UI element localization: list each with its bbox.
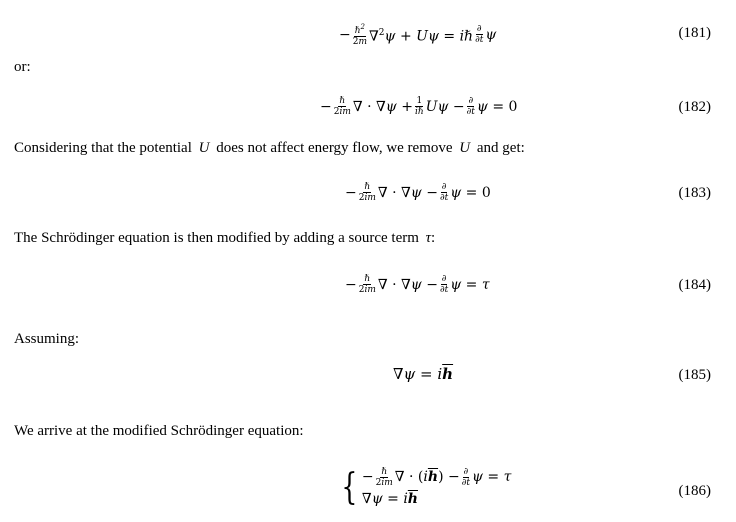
left-brace: { [341, 467, 358, 508]
paragraph-arrive: We arrive at the modified Schrödinger equation: [14, 423, 304, 439]
text-colon: : [431, 230, 436, 246]
fraction-hbar-over-2im: $\frac{\text{ℏ}}{2im}$ [358, 274, 376, 295]
fraction-hbar-over-2im: $\frac{\text{ℏ}}{2im}$ [358, 182, 376, 203]
fraction-partial-t: $\frac{\partial}{\partial t}$ [466, 96, 475, 117]
equation-number-186: (186) [678, 483, 711, 499]
text-considering-mid: does not affect energy flow, we remove [216, 140, 453, 156]
paragraph-considering [14, 139, 525, 157]
symbol-U: U [198, 140, 210, 156]
equation-183: − $\frac{\text{ℏ}}{2im}$ ∇ · ∇ψ − $\frac{\partial}{\partial t}$ ψ = 0 [345, 182, 491, 203]
equation-number-185: (185) [678, 367, 711, 383]
equation-number-182: (182) [678, 99, 711, 115]
fraction-partial-t: $\frac{\partial}{\partial t}$ [439, 182, 449, 203]
paragraph-schrodinger-modified [14, 229, 435, 247]
paragraph-assuming: Assuming: [14, 331, 80, 347]
fraction-hbar-over-2im: $\frac{\text{ℏ}}{2im}$ [375, 466, 393, 488]
equation-182: − $\frac{\text{ℏ}}{2im}$ ∇ · ∇ψ + $\frac{1}{\text{iℏ}}$ Uψ − $\frac{\partial}{\partial t}$ ψ = 0 [320, 96, 518, 117]
fraction-partial-t: $\frac{\partial}{\partial t}$ [461, 466, 470, 488]
equation-181: − $\frac{\hbar^2}{2m}$ ∇$^2$ψ + Uψ = iℏ $\frac{\partial}{\partial t}$ ψ [339, 23, 497, 47]
equation-number-183: (183) [678, 185, 711, 201]
equation-186-line-1: − $\frac{\text{ℏ}}{2im}$ ∇ · $(i\overline{h})$ − $\frac{\partial}{\partial t}$ ψ = τ [361, 466, 512, 488]
fraction-partial-t: $\frac{\partial}{\partial t}$ [475, 24, 484, 45]
symbol-tau: τ [425, 230, 432, 246]
paragraph-or: or: [14, 59, 31, 75]
equation-186 [338, 466, 511, 510]
fraction-hbar-over-2im: $\frac{\text{ℏ}}{2im}$ [333, 96, 351, 117]
fraction-1-over-ihbar: $\frac{1}{\text{iℏ}}$ [414, 96, 424, 117]
text-schrodinger-modified: The Schrödinger equation is then modified by adding a source term [14, 230, 419, 246]
symbol-U: U [459, 140, 471, 156]
fraction-hbar2-over-2m: $\frac{\hbar^2}{2m}$ [352, 23, 368, 47]
text-considering-end: and get: [476, 140, 525, 156]
equation-number-184: (184) [678, 277, 711, 293]
equation-184: − $\frac{\text{ℏ}}{2im}$ ∇ · ∇ψ − $\frac{\partial}{\partial t}$ ψ = τ [345, 274, 490, 295]
fraction-partial-t: $\frac{\partial}{\partial t}$ [439, 274, 449, 295]
equation-185: $\nabla\psi = i\overline{h}$ [393, 365, 454, 383]
equation-186-line-2: $\nabla\psi = i\overline{h}$ [361, 491, 418, 507]
text-considering: Considering that the potential [14, 140, 192, 156]
equation-number-181: (181) [678, 25, 711, 41]
